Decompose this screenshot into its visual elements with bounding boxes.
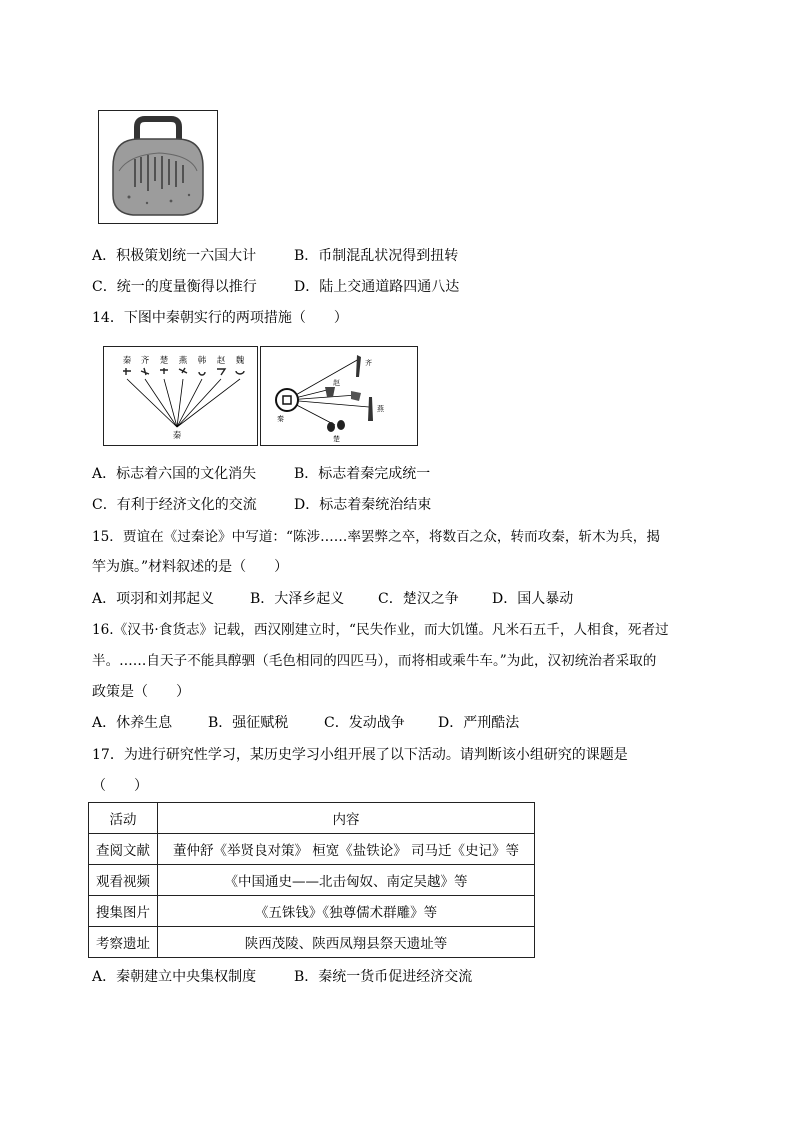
q15-stem-line-2: 竿为旗。”材料叙述的是（ ） (92, 559, 289, 575)
bronze-weight-image (98, 110, 218, 224)
q16-option-c[interactable]: C．发动战争 (324, 715, 405, 731)
currency-label-zhao: 赵 (333, 379, 340, 387)
table-cell-content: 陕西茂陵、陕西凤翔县祭天遗址等 (158, 927, 535, 958)
script-state-qi: 齐 (140, 356, 150, 366)
table-row (89, 896, 535, 927)
q16-option-d[interactable]: D．严刑酷法 (438, 715, 520, 731)
table-cell-activity: 查阅文献 (89, 834, 158, 865)
table-row (89, 927, 535, 958)
q14-options-row-2 (92, 495, 431, 515)
q13-option-c[interactable]: C．统一的度量衡得以推行 (92, 279, 257, 295)
q13-option-a[interactable]: A．积极策划统一六国大计 (92, 248, 257, 264)
q14-option-d[interactable]: D．标志着秦统治结束 (294, 497, 432, 513)
table-cell-content: 董仲舒《举贤良对策》 桓宽《盐铁论》 司马迁《史记》等 (158, 834, 535, 865)
table-cell-activity: 考察遗址 (89, 927, 158, 958)
q14-stem: 14．下图中秦朝实行的两项措施（ ） (92, 310, 348, 326)
q13-option-d[interactable]: D．陆上交通道路四通八达 (294, 279, 460, 295)
table-header-content: 内容 (158, 803, 535, 834)
currency-label-chu: 楚 (333, 435, 340, 443)
table-cell-content: 《五铢钱》《独尊儒术群雕》等 (158, 896, 535, 927)
unified-script-drawing (104, 347, 257, 445)
q14-option-c[interactable]: C．有利于经济文化的交流 (92, 497, 257, 513)
unified-currency-drawing (261, 347, 417, 445)
q13-option-b[interactable]: B．币制混乱状况得到扭转 (294, 248, 459, 264)
q16-option-a[interactable]: A．休养生息 (92, 715, 173, 731)
q14-option-a[interactable]: A．标志着六国的文化消失 (92, 466, 257, 482)
table-header-row (89, 803, 535, 834)
q15-option-b[interactable]: B．大泽乡起义 (250, 591, 345, 607)
script-state-yan: 燕 (178, 356, 188, 366)
table-header-activity: 活动 (89, 803, 158, 834)
q17-stem-line-1: 17．为进行研究性学习，某历史学习小组开展了以下活动。请判断该小组研究的课题是 (92, 747, 628, 763)
q15-option-d[interactable]: D．国人暴动 (492, 591, 574, 607)
table-cell-activity: 搜集图片 (89, 896, 158, 927)
q15-option-c[interactable]: C．楚汉之争 (378, 591, 459, 607)
q16-stem-line-3: 政策是（ ） (92, 684, 190, 700)
script-state-zhao: 赵 (216, 356, 226, 366)
q16-options-row (92, 713, 519, 733)
script-state-wei: 魏 (235, 356, 245, 366)
unified-script-image (103, 346, 258, 446)
q15-stem-line-1: 15．贾谊在《过秦论》中写道：“陈涉……率罢弊之卒，将数百之众，转而攻秦，斩木为兵，揭 (92, 529, 660, 545)
q14-options-row-1 (92, 464, 430, 484)
currency-label-yan: 燕 (377, 405, 384, 413)
bronze-weight-drawing (99, 111, 217, 223)
q16-stem-line-1: 16.《汉书·食货志》记载，西汉刚建立时，“民失作业，而大饥馑。凡米石五千，人相食，死者过 (92, 622, 669, 638)
script-state-chu: 楚 (159, 356, 169, 366)
q15-options-row (92, 589, 573, 609)
currency-label-qin: 秦 (277, 415, 284, 423)
q15-option-a[interactable]: A．项羽和刘邦起义 (92, 591, 215, 607)
unified-currency-image (260, 346, 418, 446)
script-state-han: 韩 (197, 356, 207, 366)
table-row (89, 834, 535, 865)
table-cell-activity: 观看视频 (89, 865, 158, 896)
q14-option-b[interactable]: B．标志着秦完成统一 (294, 466, 431, 482)
q17-stem-line-2: （ ） (92, 778, 148, 794)
q13-options-row-1 (92, 246, 458, 266)
q17-option-a[interactable]: A．秦朝建立中央集权制度 (92, 969, 257, 985)
table-cell-content: 《中国通史——北击匈奴、南定吴越》等 (158, 865, 535, 896)
table-row (89, 865, 535, 896)
script-unified-qin: 秦 (172, 431, 182, 441)
q17-activity-table (88, 802, 535, 958)
currency-label-qi: 齐 (365, 359, 372, 367)
q17-options-row (92, 967, 472, 987)
q17-option-b[interactable]: B．秦统一货币促进经济交流 (294, 969, 473, 985)
script-state-qin: 秦 (122, 356, 132, 366)
q16-option-b[interactable]: B．强征赋税 (208, 715, 289, 731)
q13-options-row-2 (92, 277, 459, 297)
q16-stem-line-2: 半。……自天子不能具醇驷（毛色相同的四匹马），而将相或乘牛车。”为此，汉初统治者采取的 (92, 653, 657, 669)
